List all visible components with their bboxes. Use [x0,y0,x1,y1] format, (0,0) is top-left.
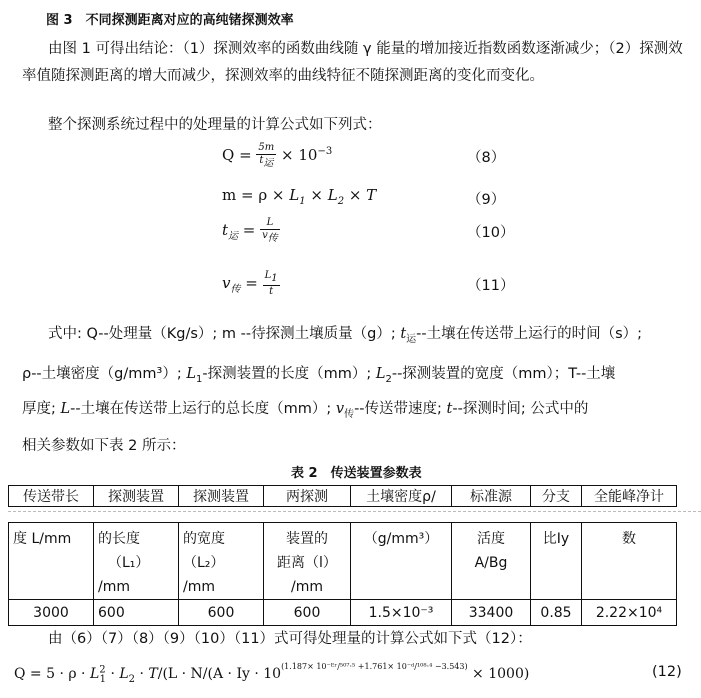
formula-8-number: （8） [467,150,506,166]
value-cell: 33400 [452,600,531,626]
variables-line-2: ρ--土壤密度（g/mm³）; $L_1-$探测装置的长度（mm）; $L_2--$探测装置的宽度（mm）；T--土壤 [22,366,616,385]
parameter-table-body [8,522,677,626]
parameter-table-header [8,485,677,507]
formula-8: Q = $\frac{5m}{t_运}$ × $10^{-3}$ [222,142,333,169]
value-cell: 1.5×10⁻³ [351,600,452,626]
derivation-paragraph: 由（6）（7）（8）（9）（10）（11）式可得处理量的计算公式如下式（12）： [48,631,532,647]
formula-11-number: （11） [467,278,515,294]
value-cell: 3000 [9,600,94,626]
body-cell: 装置的 距离（l） /mm [264,523,351,600]
formula-12: $Q = 5 \cdot \rho \cdot L^2_1 \cdot L_2 \cdot T/(L \cdot N/(A \cdot Iy \cdot 10^{(1.187\times 10^-ᴱʳ/^{507}\cdot^5 +1.761\times 10^-ᵈ/^{108}\cdot^4 -3.543)} \times 1000)$ [14,662,530,685]
page-break-line [8,511,701,512]
body-cell: 的宽度 （L₂） /mm [179,523,264,600]
body-cell: （g/mm³） [351,523,452,600]
value-cell: 0.85 [531,600,582,626]
formula-9-number: （9） [467,192,506,208]
value-cell: 600 [94,600,179,626]
header-cell: 传送带长 [9,486,94,507]
value-cell: 600 [179,600,264,626]
variables-line-3: 厚度; L--土壤在传送带上运行的总长度（mm）; $v_传--$传送带速度; t--探测时间; 公式中的 [22,401,589,420]
body-cell: 活度 A/Bg [452,523,531,600]
table-title: 表 2 传送装置参数表 [291,466,422,481]
header-cell: 两探测 [264,486,351,507]
formulas-intro: 整个探测系统过程中的处理量的计算公式如下列式： [48,117,382,133]
header-cell: 标准源 [452,486,531,507]
variables-line-1: 式中: Q--处理量（Kg/s）; m --待探测土壤质量（g）; $t_运--$土壤在传送带上运行的时间（s）; [48,326,643,345]
header-cell: 土壤密度ρ/ [351,486,452,507]
formula-10-number: （10） [467,225,515,241]
formula-10: $t_运$ = $\frac{L}{v_传}$ [222,217,278,244]
body-cell: 比Iy [531,523,582,600]
figure-caption: 图 3 不同探测距离对应的高纯锗探测效率 [46,13,294,28]
header-cell: 探测装置 [179,486,264,507]
body-cell: 度 L/mm [9,523,94,600]
conclusion-paragraph: 由图 1 可得出结论：（1）探测效率的函数曲线随 γ 能量的增加接近指数函数逐渐减少；（2）探测效率值随探测距离的增大而减少，探测效率的曲线特征不随探测距离的变化而变化。 [22,41,683,84]
formula-9: $m = \rho \times L_1 \times L_2 \times T$ [222,186,377,207]
body-cell: 的长度 （L₁） /mm [94,523,179,600]
formula-12-number: (12) [652,664,682,680]
header-cell: 分支 [531,486,582,507]
header-cell: 探测装置 [94,486,179,507]
variables-line-4: 相关参数如下表 2 所示： [22,438,186,454]
value-cell: 2.22×10⁴ [582,600,677,626]
body-cell: 数 [582,523,677,600]
header-cell: 全能峰净计 [582,486,677,507]
formula-11: $v_传$ = $\frac{L_1}{t}$ [222,270,278,297]
value-cell: 600 [264,600,351,626]
